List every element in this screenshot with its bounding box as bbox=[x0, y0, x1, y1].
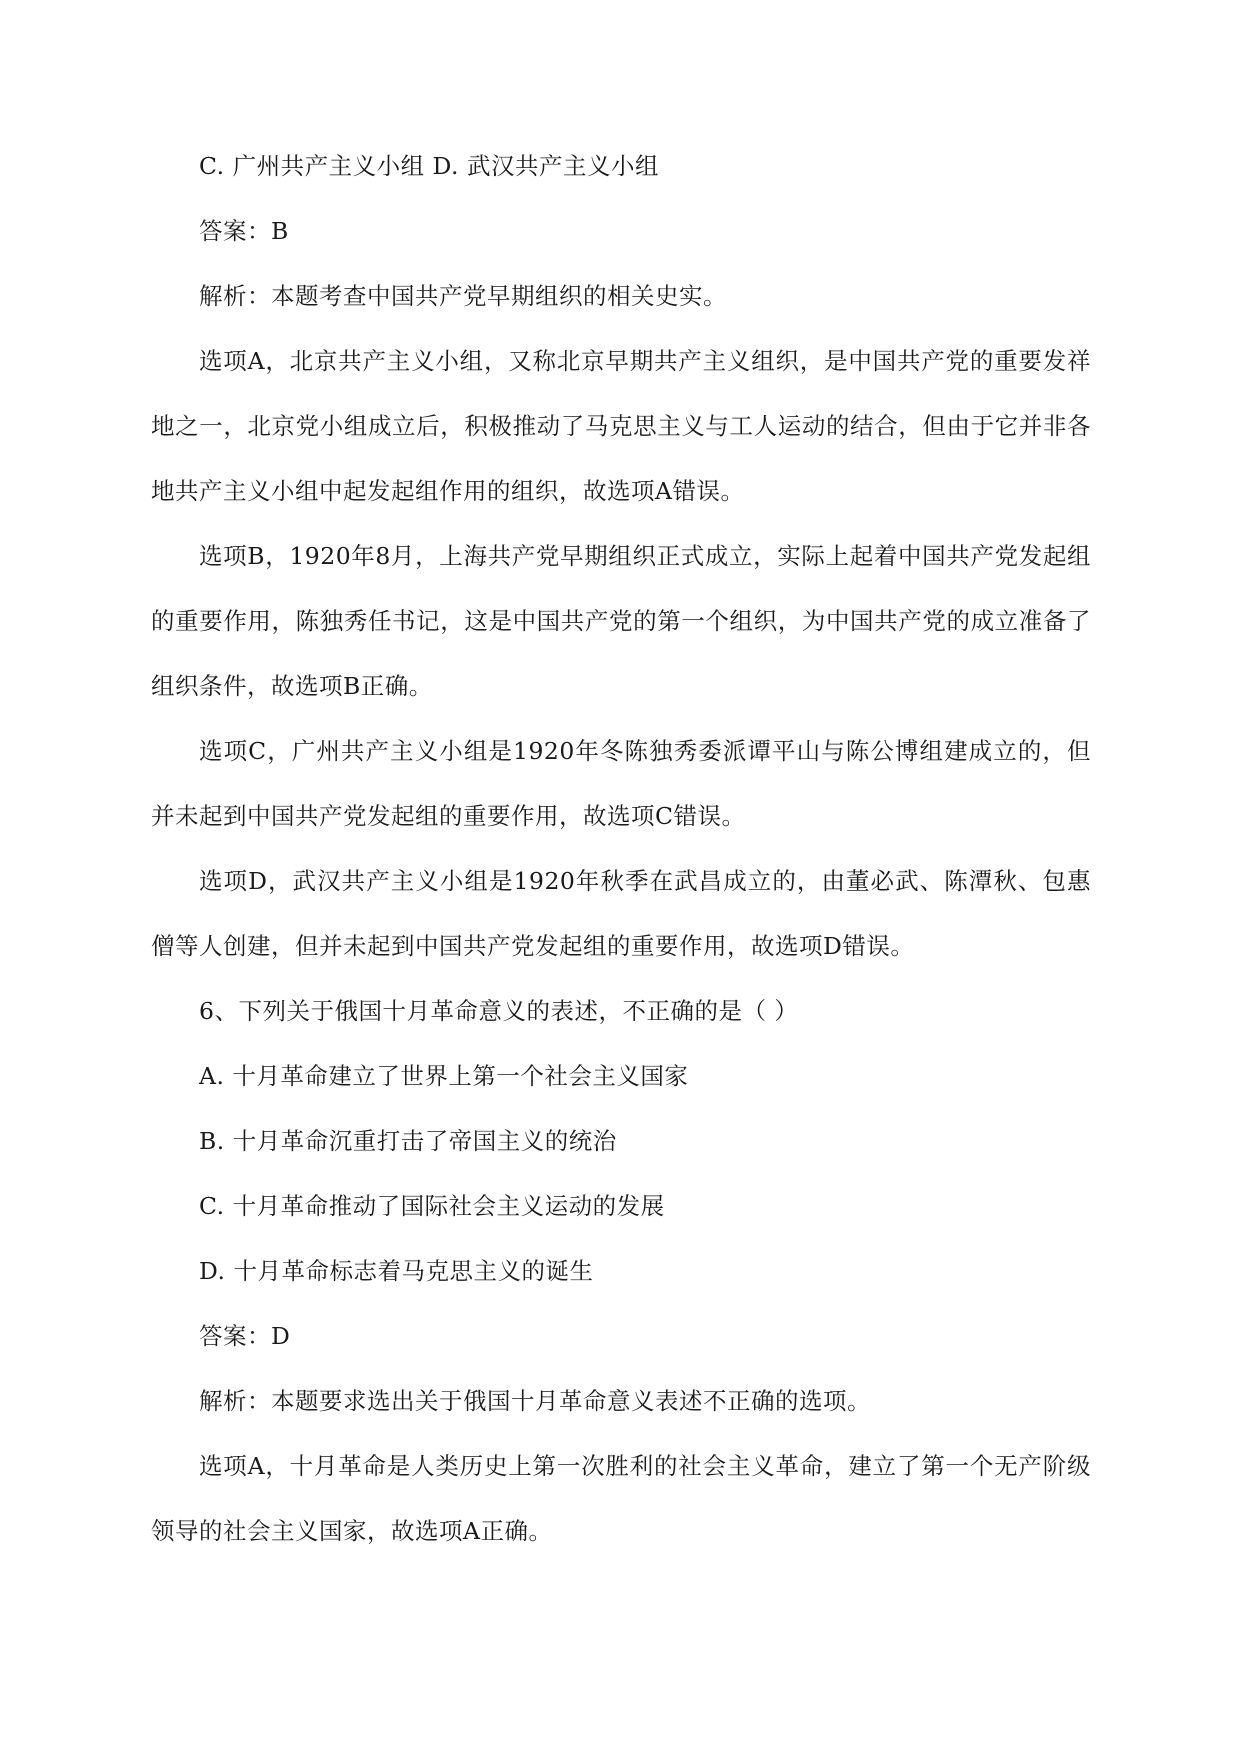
explanation-option-c-q5: 选项C，广州共产主义小组是1920年冬陈独秀委派谭平山与陈公博组建成立的，但并未起到中国共产党发起组的重要作用，故选项C错误。 bbox=[151, 737, 1091, 830]
q6-option-a: A. 十月革命建立了世界上第一个社会主义国家 bbox=[199, 1062, 689, 1090]
explanation-option-a-q6: 选项A，十月革命是人类历史上第一次胜利的社会主义革命，建立了第一个无产阶级领导的社会主义国家，故选项A正确。 bbox=[151, 1452, 1091, 1545]
explanation-option-d-q5: 选项D，武汉共产主义小组是1920年秋季在武昌成立的，由董必武、陈潭秋、包惠僧等人创建，但并未起到中国共产党发起组的重要作用，故选项D错误。 bbox=[151, 867, 1091, 960]
question-6: 6、下列关于俄国十月革命意义的表述，不正确的是（ ） bbox=[199, 997, 799, 1025]
answer-q6: 答案：D bbox=[199, 1322, 291, 1350]
option-line-cd: C. 广州共产主义小组 D. 武汉共产主义小组 bbox=[199, 152, 659, 180]
analysis-q5: 解析：本题考查中国共产党早期组织的相关史实。 bbox=[199, 282, 727, 310]
answer-q5: 答案：B bbox=[199, 217, 289, 245]
explanation-option-b-q5: 选项B，1920年8月，上海共产党早期组织正式成立，实际上起着中国共产党发起组的重要作用，陈独秀任书记，这是中国共产党的第一个组织，为中国共产党的成立准备了组织条件，故选项B正确。 bbox=[151, 542, 1091, 700]
q6-option-d: D. 十月革命标志着马克思主义的诞生 bbox=[199, 1257, 594, 1285]
q6-option-b: B. 十月革命沉重打击了帝国主义的统治 bbox=[199, 1127, 617, 1155]
q6-option-c: C. 十月革命推动了国际社会主义运动的发展 bbox=[199, 1192, 665, 1220]
analysis-q6: 解析：本题要求选出关于俄国十月革命意义表述不正确的选项。 bbox=[199, 1387, 871, 1415]
explanation-option-a-q5: 选项A，北京共产主义小组，又称北京早期共产主义组织，是中国共产党的重要发祥地之一，北京党小组成立后，积极推动了马克思主义与工人运动的结合，但由于它并非各地共产主义小组中起发起组作用的组织，故选项A错误。 bbox=[151, 347, 1091, 505]
